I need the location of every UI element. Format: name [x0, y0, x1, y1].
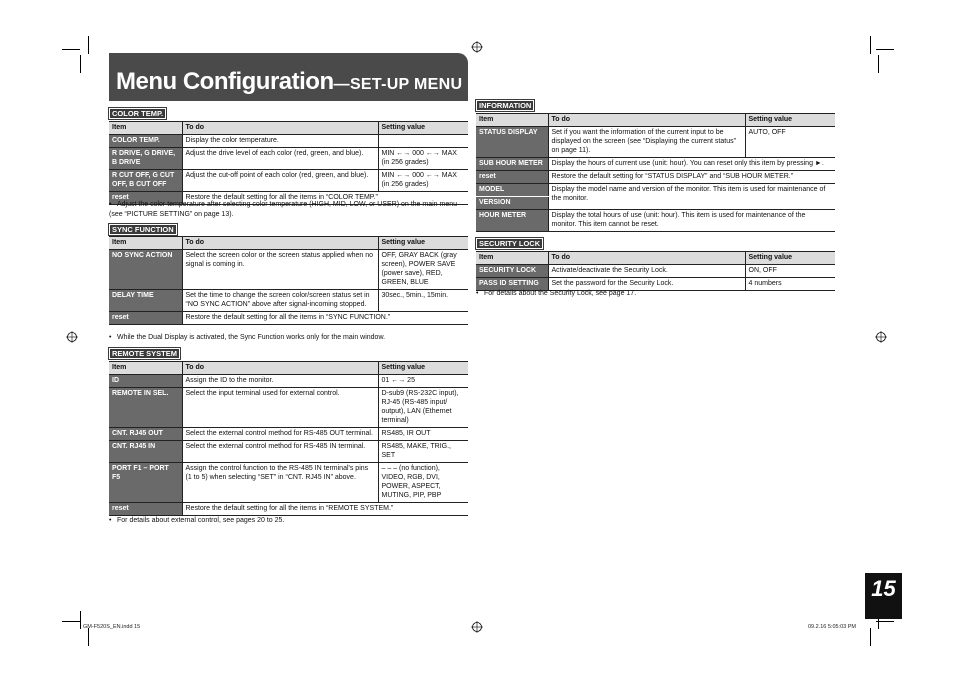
row-item: NO SYNC ACTION [109, 250, 182, 290]
remote-system-note [109, 516, 459, 526]
sync-function-table [109, 236, 468, 325]
table-header-row [109, 237, 468, 250]
row-item: SECURITY LOCK [476, 265, 548, 278]
row-setting: RS485, IR OUT [378, 428, 468, 441]
bullet: • [109, 517, 112, 524]
sync-function-note [109, 333, 459, 343]
row-todo: Assign the ID to the monitor. [182, 375, 378, 388]
row-todo: Set if you want the information of the current input to be displayed on the screen (see “Displaying the current status” on page 11). [548, 127, 745, 158]
row-setting: 01 ←→ 25 [378, 375, 468, 388]
row-item: ID [109, 375, 182, 388]
table-row [109, 135, 468, 148]
row-item: PASS ID SETTING [476, 278, 548, 291]
bullet: • [476, 290, 479, 297]
registration-mark-icon [471, 621, 483, 633]
row-todo: Display the color temperature. [182, 135, 378, 148]
color-temp-note [109, 200, 459, 219]
note-text: Adjust the color temperature after selecting color temperature (HIGH, MID, LOW, or USER) on the main menu (see “PICTURE SETTING” on page 13). [109, 201, 458, 218]
crop-mark [62, 49, 80, 50]
column-header-todo: To do [182, 122, 378, 135]
column-header-item: Item [476, 252, 548, 265]
table-row [109, 170, 468, 192]
column-header-item: Item [109, 362, 182, 375]
note-text: For details about the Security Lock, see page 17. [484, 290, 637, 297]
crop-mark [870, 36, 871, 54]
row-setting: – – – (no function), VIDEO, RGB, DVI, POWER, ASPECT, MUTING, PIP, PBP [378, 463, 468, 503]
table-row [109, 290, 468, 312]
row-setting: D-sub9 (RS-232C input), RJ-45 (RS-485 input/ output), LAN (Ethernet terminal) [378, 388, 468, 428]
row-setting: OFF, GRAY BACK (gray screen), POWER SAVE (power save), RED, GREEN, BLUE [378, 250, 468, 290]
row-todo: Restore the default setting for all the items in “REMOTE SYSTEM.” [182, 503, 468, 516]
row-todo: Activate/deactivate the Security Lock. [548, 265, 745, 278]
row-todo: Set the password for the Security Lock. [548, 278, 745, 291]
row-todo: Select the external control method for RS-485 OUT terminal. [182, 428, 378, 441]
column-header-setting: Setting value [378, 237, 468, 250]
table-row [476, 184, 835, 197]
footer-timestamp: 09.2.16 5:05:03 PM [808, 624, 857, 630]
security-lock-note [476, 289, 826, 299]
row-setting: RS485, MAKE, TRIG., SET [378, 441, 468, 463]
row-setting: AUTO, OFF [745, 127, 835, 158]
row-setting: MIN ←→ 000 ←→ MAX (in 256 grades) [378, 170, 468, 192]
table-header-row [476, 114, 835, 127]
crop-mark [878, 55, 879, 73]
row-todo: Set the time to change the screen color/screen status set in “NO SYNC ACTION” above after signal-incoming stopped. [182, 290, 378, 312]
section-label-remote-system: REMOTE SYSTEM [108, 347, 181, 360]
row-todo: Adjust the cut-off point of each color (red, green, and blue). [182, 170, 378, 192]
crop-mark [80, 611, 81, 629]
crop-mark [80, 55, 81, 73]
row-item: CNT. RJ45 OUT [109, 428, 182, 441]
row-item: MODEL [476, 184, 548, 197]
page-title [116, 68, 462, 96]
row-item: STATUS DISPLAY [476, 127, 548, 158]
row-item: CNT. RJ45 IN [109, 441, 182, 463]
column-header-setting: Setting value [378, 362, 468, 375]
row-todo: Assign the control function to the RS-485 IN terminal's pins (1 to 5) when selecting “SET” in “CNT. RJ45 IN” above. [182, 463, 378, 503]
table-row [476, 158, 835, 171]
row-item: HOUR METER [476, 210, 548, 232]
row-item: reset [109, 192, 182, 205]
crop-mark [88, 36, 89, 54]
column-header-todo: To do [548, 114, 745, 127]
column-header-todo: To do [182, 237, 378, 250]
crop-mark [876, 49, 894, 50]
row-todo: Display the total hours of use (unit: hour). This item is used for maintenance of the monitor. This item cannot be reset. [548, 210, 835, 232]
section-label-sync-function: SYNC FUNCTION [108, 223, 178, 236]
row-item: R CUT OFF, G CUT OFF, B CUT OFF [109, 170, 182, 192]
bullet: • [109, 201, 112, 208]
page-title-main: Menu Configuration [116, 68, 334, 95]
crop-mark [88, 628, 89, 646]
table-row [476, 171, 835, 184]
note-text: For details about external control, see pages 20 to 25. [117, 517, 285, 524]
table-row [109, 148, 468, 170]
row-item: REMOTE IN SEL. [109, 388, 182, 428]
color-temp-table [109, 121, 468, 205]
row-item: COLOR TEMP. [109, 135, 182, 148]
registration-mark-icon [875, 331, 887, 343]
page-title-sub: —SET-UP MENU [333, 76, 463, 93]
section-label-information: INFORMATION [475, 99, 535, 112]
registration-mark-icon [66, 331, 78, 343]
table-header-row [109, 122, 468, 135]
table-row [109, 441, 468, 463]
column-header-todo: To do [182, 362, 378, 375]
security-lock-table [476, 251, 835, 291]
bullet: • [109, 334, 112, 341]
row-item: DELAY TIME [109, 290, 182, 312]
row-todo: Restore the default setting for all the items in “SYNC FUNCTION.” [182, 312, 468, 325]
row-item: R DRIVE, G DRIVE, B DRIVE [109, 148, 182, 170]
row-item: VERSION [476, 197, 548, 210]
table-row [109, 250, 468, 290]
registration-mark-icon [471, 41, 483, 53]
table-row [109, 375, 468, 388]
note-text: While the Dual Display is activated, the Sync Function works only for the main window. [117, 334, 386, 341]
row-setting: 30sec., 5min., 15min. [378, 290, 468, 312]
row-setting: ON, OFF [745, 265, 835, 278]
row-setting: MIN ←→ 000 ←→ MAX (in 256 grades) [378, 148, 468, 170]
page-number: 15 [871, 576, 896, 601]
section-label-security-lock: SECURITY LOCK [475, 237, 544, 250]
column-header-item: Item [476, 114, 548, 127]
row-todo: Select the external control method for RS-485 IN terminal. [182, 441, 378, 463]
row-item: reset [476, 171, 548, 184]
table-row [109, 312, 468, 325]
row-todo: Adjust the drive level of each color (red, green, and blue). [182, 148, 378, 170]
table-row [476, 127, 835, 158]
row-setting [378, 135, 468, 148]
table-header-row [476, 252, 835, 265]
column-header-setting: Setting value [378, 122, 468, 135]
row-item: reset [109, 312, 182, 325]
row-todo: Select the screen color or the screen status applied when no signal is coming in. [182, 250, 378, 290]
column-header-todo: To do [548, 252, 745, 265]
crop-mark [62, 621, 80, 622]
section-label-color-temp: COLOR TEMP. [108, 107, 167, 120]
table-row [476, 265, 835, 278]
information-table [476, 113, 835, 232]
column-header-item: Item [109, 237, 182, 250]
row-todo: Restore the default setting for all the items in “COLOR TEMP.” [182, 192, 468, 205]
table-row [109, 463, 468, 503]
row-item: PORT F1 – PORT F5 [109, 463, 182, 503]
row-todo: Restore the default setting for “STATUS DISPLAY” and “SUB HOUR METER.” [548, 171, 835, 184]
column-header-setting: Setting value [745, 252, 835, 265]
footer-filename: GM-F520S_EN.indd 15 [83, 624, 141, 630]
row-item: SUB HOUR METER [476, 158, 548, 171]
table-row [109, 428, 468, 441]
row-item: reset [109, 503, 182, 516]
table-row [476, 210, 835, 232]
table-row [109, 388, 468, 428]
table-row [109, 503, 468, 516]
row-todo: Select the input terminal used for external control. [182, 388, 378, 428]
row-setting: 4 numbers [745, 278, 835, 291]
row-todo: Display the hours of current use (unit: hour). You can reset only this item by pressing ►. [548, 158, 835, 171]
row-todo: Display the model name and version of the monitor. This item is used for maintenance of the monitor. [548, 184, 835, 210]
crop-mark [870, 628, 871, 646]
table-header-row [109, 362, 468, 375]
column-header-setting: Setting value [745, 114, 835, 127]
column-header-item: Item [109, 122, 182, 135]
remote-system-table [109, 361, 468, 516]
